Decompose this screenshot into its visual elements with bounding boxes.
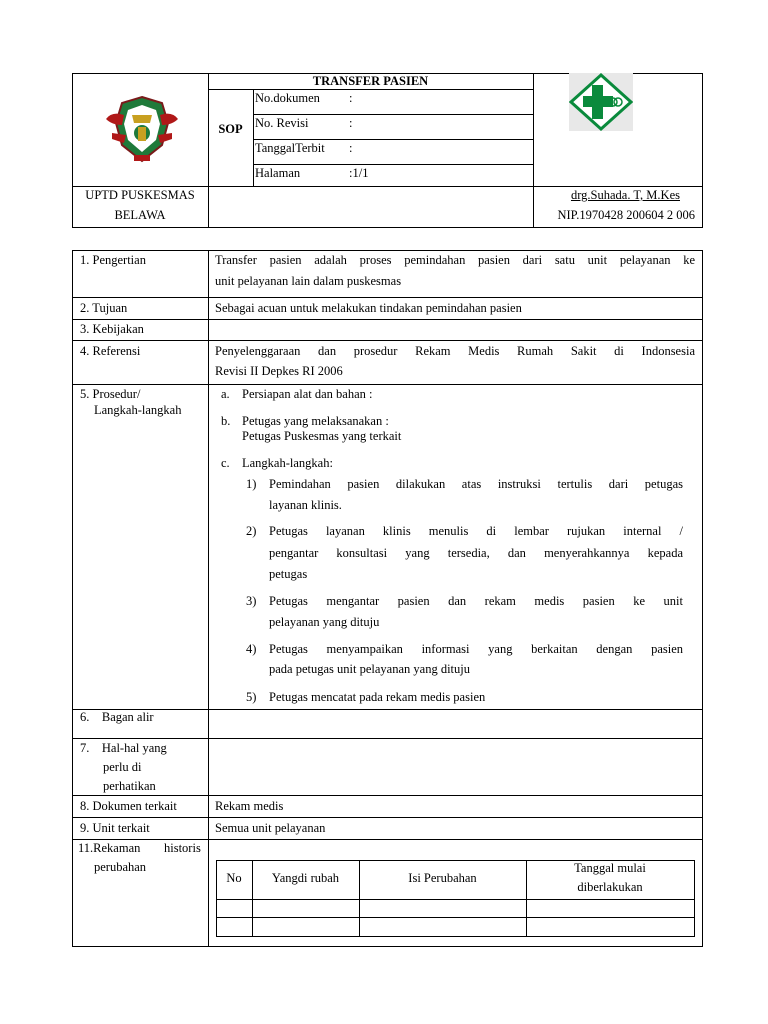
head-nip: NIP.1970428 200604 2 006 bbox=[557, 208, 695, 222]
doc-field-label: Halaman bbox=[255, 166, 301, 180]
step-text: pada petugas unit pelayanan yang dituju bbox=[269, 662, 470, 676]
table-header-tanggal: diberlakukan bbox=[577, 880, 643, 894]
doc-field-label: TanggalTerbit bbox=[255, 141, 325, 155]
table-header-yang-di-rubah: Yangdi rubah bbox=[271, 871, 340, 885]
step-text: pengantar konsultasi yang tersedia, dan menyerahkannya kepada bbox=[269, 546, 683, 560]
section-label-rekaman: perubahan bbox=[94, 860, 147, 874]
table-header-isi-perubahan: Isi Perubahan bbox=[408, 871, 477, 885]
doc-field-label: No. Revisi bbox=[255, 116, 309, 130]
pengertian-text: Transfer pasien adalah proses pemindahan pasien dari satu unit pelayanan ke bbox=[215, 253, 695, 267]
section-label-unit-terkait: 9. Unit terkait bbox=[80, 821, 150, 835]
section-label-prosedur: 5. Prosedur/ bbox=[80, 387, 141, 401]
prosedur-item-a: Persiapan alat dan bahan : bbox=[242, 387, 373, 401]
step-text: Petugas mencatat pada rekam medis pasien bbox=[269, 690, 486, 704]
section-label-bagan-alir: 6. Bagan alir bbox=[80, 710, 154, 724]
step-number: 3) bbox=[246, 594, 257, 608]
section-label-hal-hal: perhatikan bbox=[103, 779, 156, 793]
institution-line1: UPTD PUSKESMAS bbox=[85, 188, 195, 202]
step-text: petugas bbox=[269, 567, 308, 581]
table-header-no: No bbox=[226, 871, 242, 885]
step-number: 1) bbox=[246, 477, 257, 491]
section-label-hal-hal: 7. Hal-hal yang bbox=[80, 741, 167, 755]
step-text: Petugas menyampaikan informasi yang berkaitan dengan pasien bbox=[269, 642, 683, 656]
referensi-text: Revisi II Depkes RI 2006 bbox=[215, 364, 343, 378]
section-label-dokumen-terkait: 8. Dokumen terkait bbox=[80, 799, 177, 813]
regional-emblem-icon bbox=[104, 93, 180, 167]
head-name: drg.Suhada. T, M.Kes bbox=[570, 188, 680, 202]
table-header-tanggal: Tanggal mulai bbox=[574, 861, 646, 875]
section-label-pengertian: 1. Pengertian bbox=[80, 253, 146, 267]
referensi-text: Penyelenggaraan dan prosedur Rekam Medis Rumah Sakit di Indonsesia bbox=[215, 344, 695, 358]
step-number: 2) bbox=[246, 524, 257, 538]
step-text: pelayanan yang dituju bbox=[269, 615, 380, 629]
prosedur-item-c: Langkah-langkah: bbox=[242, 456, 333, 470]
step-text: Petugas mengantar pasien dan rekam medis pasien ke unit bbox=[269, 594, 683, 608]
prosedur-item-b-sub: Petugas Puskesmas yang terkait bbox=[242, 429, 402, 443]
step-text: Petugas layanan klinis menulis di lembar rujukan internal / bbox=[269, 524, 683, 538]
unit-terkait-text: Semua unit pelayanan bbox=[215, 821, 326, 835]
section-label-referensi: 4. Referensi bbox=[80, 344, 141, 358]
section-label-tujuan: 2. Tujuan bbox=[80, 301, 128, 315]
doc-field-value: : bbox=[349, 141, 353, 155]
section-label-hal-hal: perlu di bbox=[103, 760, 142, 774]
step-text: Pemindahan pasien dilakukan atas instruksi tertulis dari petugas bbox=[269, 477, 683, 491]
prosedur-item-b: Petugas yang melaksanakan : bbox=[242, 414, 389, 428]
list-marker: c. bbox=[221, 456, 230, 470]
puskesmas-cross-logo-icon bbox=[569, 73, 633, 131]
list-marker: a. bbox=[221, 387, 230, 401]
section-label-rekaman: historis bbox=[164, 841, 201, 855]
pengertian-text: unit pelayanan lain dalam puskesmas bbox=[215, 274, 402, 288]
tujuan-text: Sebagai acuan untuk melakukan tindakan pemindahan pasien bbox=[215, 301, 522, 315]
doc-field-value: : bbox=[349, 116, 353, 130]
step-text: layanan klinis. bbox=[269, 498, 342, 512]
section-label-kebijakan: 3. Kebijakan bbox=[80, 322, 144, 336]
section-label-rekaman: 11.Rekaman bbox=[78, 841, 141, 855]
dokumen-terkait-text: Rekam medis bbox=[215, 799, 284, 813]
sop-label: SOP bbox=[218, 122, 243, 136]
step-number: 4) bbox=[246, 642, 257, 656]
document-title: TRANSFER PASIEN bbox=[312, 74, 429, 88]
doc-field-value: :1/1 bbox=[349, 166, 369, 180]
section-label-prosedur: Langkah-langkah bbox=[94, 403, 182, 417]
list-marker: b. bbox=[221, 414, 231, 428]
institution-line2: BELAWA bbox=[114, 208, 166, 222]
doc-field-value: : bbox=[349, 91, 353, 105]
step-number: 5) bbox=[246, 690, 257, 704]
doc-field-label: No.dokumen bbox=[255, 91, 320, 105]
